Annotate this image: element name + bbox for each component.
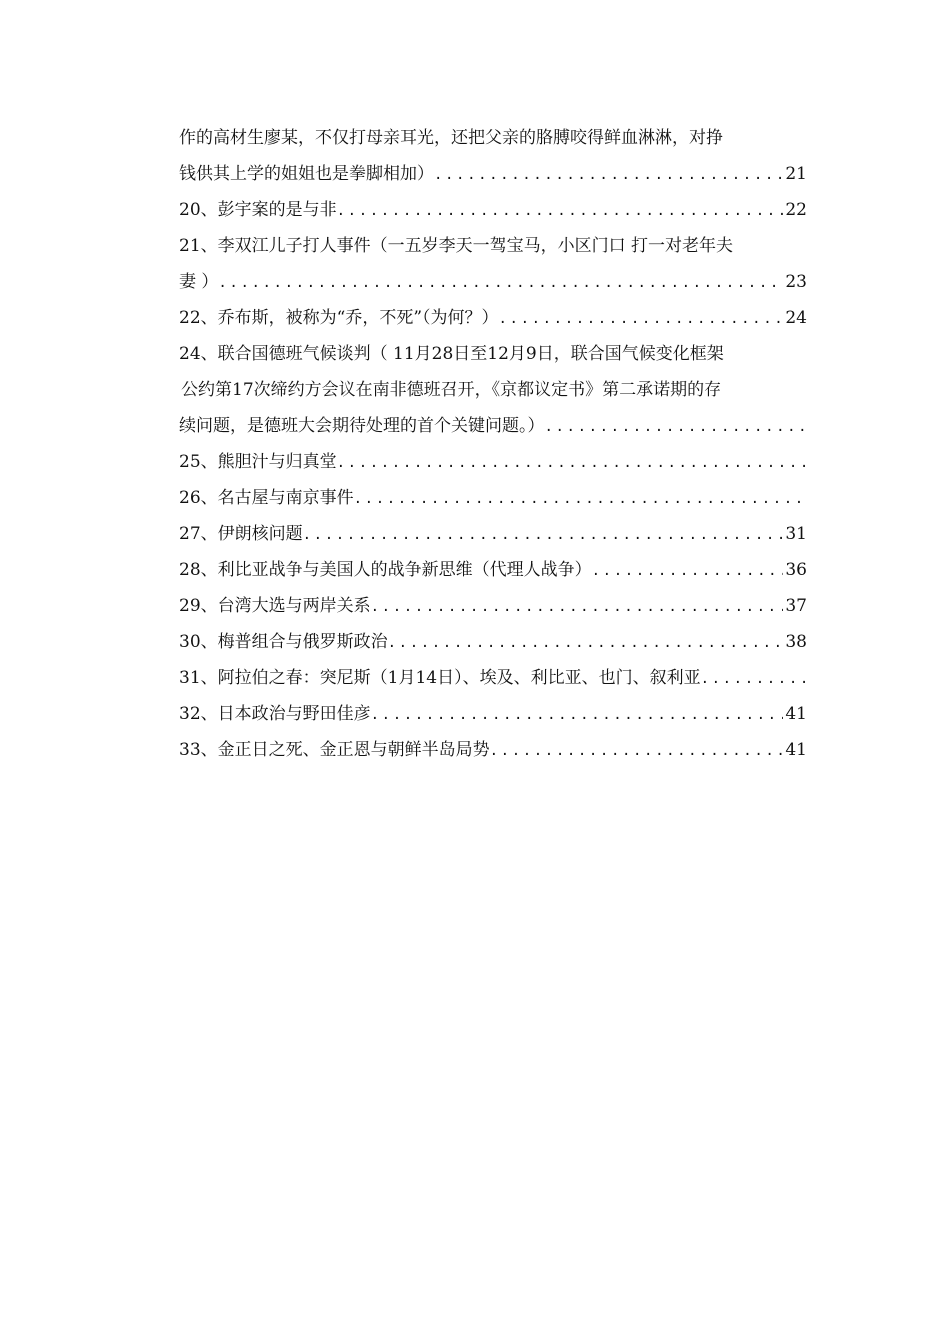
toc-line [179, 408, 807, 444]
toc-page-number: 41 [785, 740, 807, 760]
toc-line [179, 228, 807, 264]
toc-entry-text: 29、台湾大选与两岸关系 [179, 596, 371, 616]
toc-dot-leader [371, 697, 784, 732]
toc-entry-text: 钱供其上学的姐姐也是拳脚相加） [179, 164, 434, 184]
toc-line [179, 192, 807, 228]
toc-line [179, 516, 807, 552]
toc-line [179, 480, 807, 516]
toc-dot-leader [592, 553, 784, 588]
toc-line [179, 696, 807, 732]
toc-page-number: 31 [785, 524, 807, 544]
toc-line [179, 300, 807, 336]
toc-entry-text: 30、梅普组合与俄罗斯政治 [179, 632, 388, 652]
toc-page-number: 23 [785, 272, 807, 292]
toc-entry-text: 33、金正日之死、金正恩与朝鲜半岛局势 [179, 740, 490, 760]
toc-line [179, 552, 807, 588]
toc-dot-leader [218, 265, 783, 300]
toc-page-number: 36 [785, 560, 807, 580]
toc-line [179, 372, 807, 408]
toc-line [179, 336, 807, 372]
toc-dot-leader [337, 193, 784, 228]
toc-entry-text: 25、熊胆汁与归真堂 [179, 452, 337, 472]
toc-entry-text: 32、日本政治与野田佳彦 [179, 704, 371, 724]
toc-entry-text: 26、名古屋与南京事件 [179, 488, 354, 508]
toc-entry-text: 21、李双江儿子打人事件（一五岁李天一驾宝马，小区门口 打一对老年夫 [179, 236, 734, 256]
toc-dot-leader [490, 733, 784, 768]
toc-entry-text: 22、乔布斯，被称为“乔，不死”（为何？） [179, 308, 499, 328]
toc-entry-text: 续问题，是德班大会期待处理的首个关键问题。） [179, 416, 545, 436]
toc-dot-leader [701, 661, 807, 696]
toc-entry-text: 妻 ） [179, 272, 219, 292]
toc-entry-text: 公约第17次缔约方会议在南非德班召开，《京都议定书》第二承诺期的存 [181, 380, 722, 400]
toc-page-number: 21 [785, 164, 807, 184]
toc-page-number: 24 [785, 308, 807, 328]
toc-entry-text: 24、联合国德班气候谈判（ 11月28日至12月9日，联合国气候变化框架 [179, 344, 724, 364]
toc-line [179, 732, 807, 768]
toc-entry-text: 31、阿拉伯之春：突尼斯（1月14日）、埃及、利比亚、也门、叙利亚 [179, 668, 701, 688]
toc-line [179, 444, 807, 480]
toc-dot-leader [499, 301, 784, 336]
toc-page-number: 41 [785, 704, 807, 724]
toc-line [179, 660, 807, 696]
toc-page-number: 37 [785, 596, 807, 616]
toc-line [179, 156, 807, 192]
toc-entry-text: 28、利比亚战争与美国人的战争新思维（代理人战争） [179, 560, 592, 580]
toc-dot-leader [337, 445, 807, 480]
toc-dot-leader [545, 409, 808, 444]
toc-page-number: 22 [785, 200, 807, 220]
toc-page-number: 38 [785, 632, 807, 652]
toc-entry-text: 作的高材生廖某，不仅打母亲耳光，还把父亲的胳膊咬得鲜血淋淋，对挣 [179, 128, 723, 148]
toc-dot-leader [303, 517, 784, 552]
toc-dot-leader [434, 157, 783, 192]
table-of-contents [179, 120, 807, 768]
toc-line [179, 120, 807, 156]
toc-dot-leader [354, 481, 807, 516]
toc-entry-text: 20、彭宇案的是与非 [179, 200, 337, 220]
toc-line [179, 264, 807, 300]
toc-dot-leader [388, 625, 784, 660]
toc-line [179, 588, 807, 624]
toc-dot-leader [371, 589, 784, 624]
toc-line [179, 624, 807, 660]
toc-entry-text: 27、伊朗核问题 [179, 524, 303, 544]
